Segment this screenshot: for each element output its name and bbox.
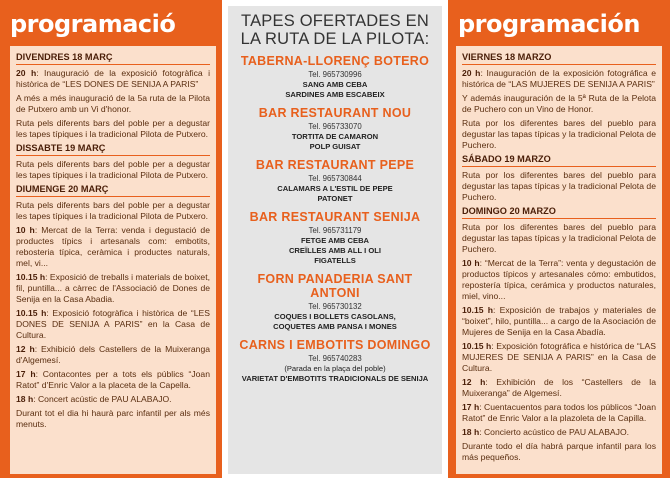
event bbox=[462, 377, 656, 399]
event-time: 20 h bbox=[462, 68, 481, 78]
bar-dish: SANG AMB CEBA bbox=[302, 80, 368, 89]
event-text: Durant tot el dia hi haurà parc infantil per als més menuts. bbox=[16, 408, 210, 429]
day-heading: SÁBADO 19 MARZO bbox=[462, 154, 656, 167]
event-time: 10.15 h bbox=[16, 308, 47, 318]
bar-entry bbox=[232, 106, 438, 152]
event-time: 10.15 h bbox=[16, 272, 46, 282]
bar-entry bbox=[232, 210, 438, 266]
programme-spanish-panel bbox=[448, 0, 670, 478]
event-time: 12 h bbox=[462, 377, 486, 387]
event bbox=[16, 225, 210, 269]
event-text: Ruta pels diferents bars del poble per a degustar les tapes típiques i la tradicional Pilota de Putxero. bbox=[16, 118, 210, 139]
bar-dish: TORTITA DE CAMARON bbox=[291, 132, 379, 141]
event-text: Y además inauguración de la 5ª Ruta de la Pelota de Puchero con un Vino de Honor. bbox=[462, 93, 656, 114]
bar-name: BAR RESTAURANT SENIJA bbox=[249, 210, 421, 224]
bar-name: CARNS I EMBOTITS DOMINGO bbox=[239, 338, 431, 352]
event bbox=[16, 68, 210, 90]
event-text: Ruta por los diferentes bares del pueblo para degustar las tapas típicas y la tradicional Pelota de Puchero. bbox=[462, 222, 656, 254]
event-time: 17 h bbox=[16, 369, 36, 379]
bar-dish: VARIETAT D'EMBOTITS TRADICIONALS DE SENIJA bbox=[241, 374, 429, 383]
event-time: 10 h bbox=[462, 258, 480, 268]
bar-dish: PATONET bbox=[317, 194, 353, 203]
event-time: 20 h bbox=[16, 68, 37, 78]
event-text: Ruta por los diferentes bares del pueblo para degustar las tapas típicas y la tradicional Pelota de Puchero. bbox=[462, 170, 656, 202]
event-text: : Exposició fotogràfica i històrica de “LES DONES DE SENIJA A PARIS” en la Casa de Cultura. bbox=[16, 308, 210, 340]
event bbox=[16, 344, 210, 366]
bar-dish: COQUETES AMB PANSA I MONES bbox=[273, 322, 397, 331]
event-text: : Inauguración de la exposición fotográfica e histórica de “LAS MUJERES DE SENIJA A PARIS” bbox=[462, 68, 656, 89]
event-time: 18 h bbox=[16, 394, 34, 404]
bar-dish: POLP GUISAT bbox=[309, 142, 361, 151]
event bbox=[16, 159, 210, 181]
event bbox=[462, 402, 656, 424]
event-text: : Exhibició dels Castellers de la Muixeranga d'Algemesí. bbox=[16, 344, 210, 365]
event bbox=[462, 305, 656, 338]
event-text: Durante todo el día habrá parque infantil para los más pequeños. bbox=[462, 441, 656, 462]
event-time: 17 h bbox=[462, 402, 480, 412]
event bbox=[16, 308, 210, 341]
bar-entry bbox=[232, 54, 438, 100]
bar-name: TABERNA-LLORENÇ BOTERO bbox=[240, 54, 430, 68]
event-text: Ruta pels diferents bars del poble per a degustar les tapes típiques i la tradicional Pilota de Putxero. bbox=[16, 200, 210, 221]
event bbox=[16, 272, 210, 305]
event-text: A més a més inauguració de la 5a ruta de la Pilota de Putxero amb un Vi d'honor. bbox=[16, 93, 210, 114]
event bbox=[16, 369, 210, 391]
event-text: : Mercat de la Terra: venda i degustació de productes típics i artesanals com: embotits, rebosteria típica, ceràmica i productes naturals, mel, vi... bbox=[16, 225, 210, 268]
bar-entry bbox=[232, 338, 438, 384]
event bbox=[462, 258, 656, 302]
day-heading: DIUMENGE 20 MARÇ bbox=[16, 184, 210, 197]
event bbox=[462, 341, 656, 374]
event-text: : Concert acústic de PAU ALABAJO. bbox=[33, 394, 172, 404]
event bbox=[462, 222, 656, 255]
bar-phone: Tel. 965740283 bbox=[308, 354, 362, 363]
tapas-title-line2: LA RUTA DE LA PILOTA: bbox=[240, 30, 430, 48]
day-heading: DOMINGO 20 MARZO bbox=[462, 206, 656, 219]
event-text: : Cuentacuentos para todos los públicos “Joan Ratot” de Enric Valor a la plazoleta de la Capilla. bbox=[462, 402, 656, 423]
bar-phone: Tel. 965733070 bbox=[308, 122, 362, 131]
event bbox=[16, 200, 210, 222]
event bbox=[462, 118, 656, 151]
event-text: : Exposición de trabajos y materiales de “boixet”, hilo, puntilla... a cargo de la Asociación de Mujeres de Senija en la Casa Abadía. bbox=[462, 305, 656, 337]
event-time: 12 h bbox=[16, 344, 35, 354]
event-time: 10.15 h bbox=[462, 341, 492, 351]
bar-dish: CREÏLLES AMB ALL I OLI bbox=[288, 246, 382, 255]
event-text: : Concierto acústico de PAU ALABAJO. bbox=[479, 427, 630, 437]
event bbox=[462, 427, 656, 438]
day-heading: DISSABTE 19 MARÇ bbox=[16, 143, 210, 156]
bar-dish: COQUES I BOLLETS CASOLANS, bbox=[274, 312, 396, 321]
day-heading: VIERNES 18 MARZO bbox=[462, 52, 656, 65]
event bbox=[462, 68, 656, 90]
bar-phone: Tel. 965731179 bbox=[308, 226, 362, 235]
event-text: : Exhibición de los “Castellers de la Muixeranga” de Algemesí. bbox=[462, 377, 657, 398]
event-text: : Inauguració de la exposició fotogràfica i històrica de “LES DONES DE SENIJA A PARIS” bbox=[16, 68, 210, 89]
day-heading: DIVENDRES 18 MARÇ bbox=[16, 52, 210, 65]
bar-entry bbox=[232, 272, 438, 332]
event bbox=[462, 93, 656, 115]
event bbox=[462, 441, 656, 463]
tapas-content bbox=[228, 6, 442, 474]
bar-name: BAR RESTAURANT PEPE bbox=[255, 158, 415, 172]
bar-phone: Tel. 965730996 bbox=[308, 70, 362, 79]
event bbox=[16, 118, 210, 140]
programme-valencian-content bbox=[10, 46, 216, 474]
programme-title-spanish: programación bbox=[458, 10, 640, 38]
tapas-panel bbox=[222, 0, 448, 478]
event-time: 18 h bbox=[462, 427, 480, 437]
bar-name: BAR RESTAURANT NOU bbox=[258, 106, 412, 120]
event-text: : “Mercat de la Terra”: venta y degustación de productos típicos y artesanales cómo: embutidos, repostería típica, cerámica y productos naturales, miel, vino... bbox=[462, 258, 656, 301]
event-text: Ruta por los diferentes bares del pueblo para degustar las tapas típicas y la tradicional Pelota de Puchero. bbox=[462, 118, 656, 150]
event-text: Ruta pels diferents bars del poble per a degustar les tapes típiques i la tradicional Pilota de Putxero. bbox=[16, 159, 210, 180]
event-time: 10.15 h bbox=[462, 305, 493, 315]
programme-spanish-content bbox=[456, 46, 662, 474]
event-text: : Exposición fotográfica e histórica de “LAS MUJERES DE SENIJA A PARIS” en la Casa de Cultura. bbox=[462, 341, 656, 373]
event-time: 10 h bbox=[16, 225, 35, 235]
bar-dish: FIGATELLS bbox=[314, 256, 356, 265]
event bbox=[16, 408, 210, 430]
bar-note: (Parada en la plaça del poble) bbox=[284, 364, 386, 373]
event bbox=[16, 394, 210, 405]
event-text: : Contacontes per a tots els públics “Joan Ratot” d'Enric Valor a la placeta de la Capella. bbox=[16, 369, 210, 390]
bar-phone: Tel. 965730844 bbox=[308, 174, 362, 183]
tapas-title-line1: TAPES OFERTADES EN bbox=[241, 12, 429, 30]
event bbox=[16, 93, 210, 115]
event bbox=[462, 170, 656, 203]
bar-phone: Tel. 965730132 bbox=[308, 302, 362, 311]
bar-dish: FETGE AMB CEBA bbox=[300, 236, 370, 245]
programme-title-valencian: programació bbox=[10, 10, 176, 38]
bar-dish: CALAMARS A L'ESTIL DE PEPE bbox=[277, 184, 393, 193]
bar-entry bbox=[232, 158, 438, 204]
bar-name: FORN PANADERIA SANT ANTONI bbox=[257, 272, 413, 300]
programme-valencian-panel bbox=[0, 0, 222, 478]
bar-dish: SARDINES AMB ESCABEIX bbox=[285, 90, 385, 99]
event-text: : Exposició de treballs i materials de boixet, fil, puntilla... a càrrec de l'Associació de Dones de Senija en la Casa Abadia. bbox=[16, 272, 210, 304]
